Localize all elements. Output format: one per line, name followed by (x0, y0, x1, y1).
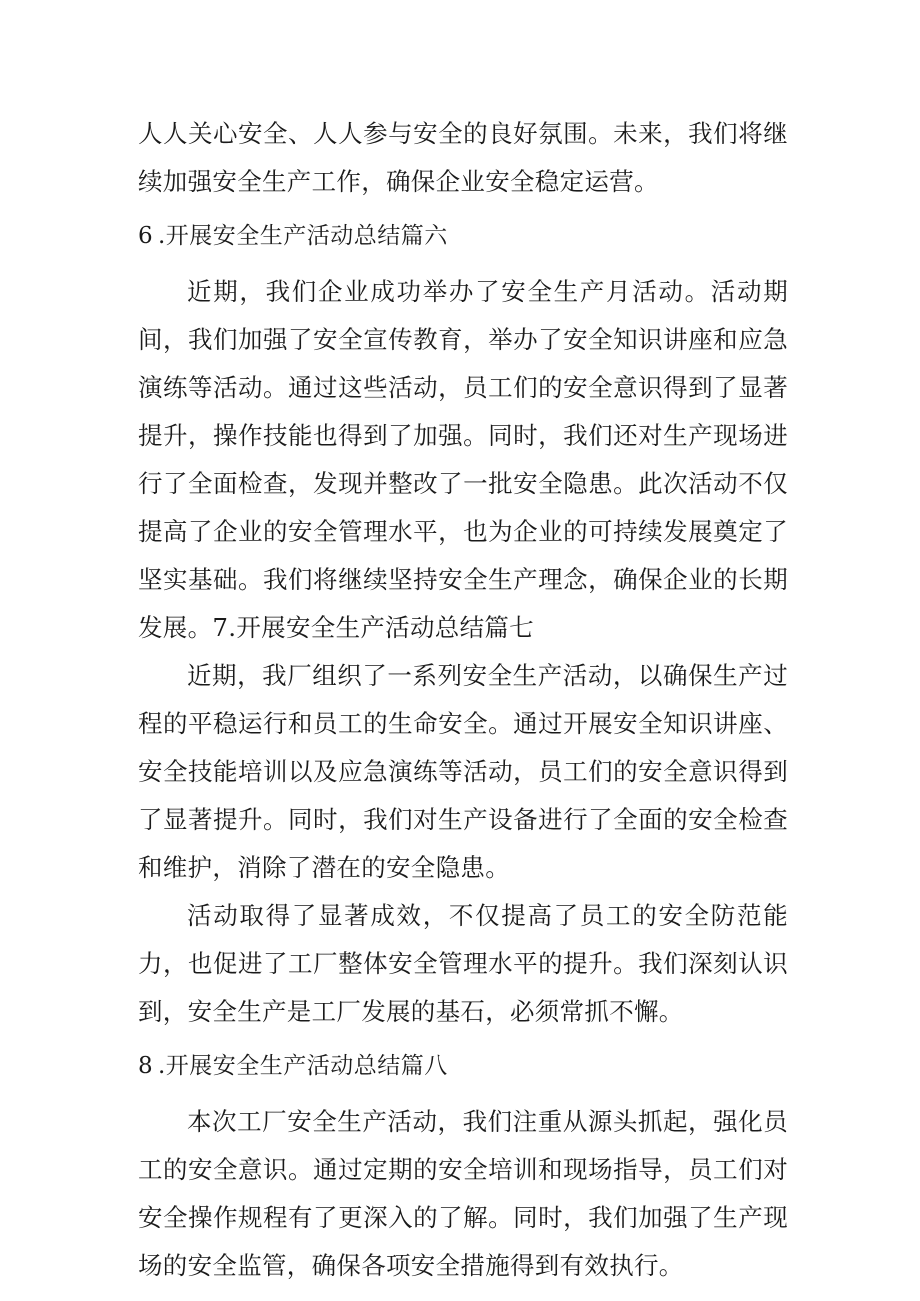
section-title: .开展安全生产活动总结篇八 (158, 1053, 448, 1079)
section-heading-8 (138, 1048, 788, 1084)
paragraph-safety-month: 近期，我们企业成功举办了安全生产月活动。活动期间，我们加强了安全宣传教育，举办了安全知识讲座和应急演练等活动。通过这些活动，员工们的安全意识得到了显著提升，操作技能也得到了加强。同时，我们还对生产现场进行了全面检查，发现并整改了一批安全隐患。此次活动不仅提高了企业的安全管理水平，也为企业的可持续发展奠定了坚实基础。我们将继续坚持安全生产理念，确保企业的长期发展。7.开展安全生产活动总结篇七 (138, 277, 788, 642)
section-number: 8 (138, 1053, 154, 1079)
section-heading-6 (138, 218, 788, 254)
section-title: .开展安全生产活动总结篇六 (158, 223, 448, 249)
paragraph-factory-activities: 近期，我厂组织了一系列安全生产活动，以确保生产过程的平稳运行和员工的生命安全。通过开展安全知识讲座、安全技能培训以及应急演练等活动，员工们的安全意识得到了显著提升。同时，我们对生产设备进行了全面的安全检查和维护，消除了潜在的安全隐患。 (138, 661, 788, 882)
paragraph-results: 活动取得了显著成效，不仅提高了员工的安全防范能力，也促进了工厂整体安全管理水平的提升。我们深刻认识到，安全生产是工厂发展的基石，必须常抓不懈。 (138, 901, 788, 1026)
document-body (138, 110, 788, 1290)
paragraph-source-control: 本次工厂安全生产活动，我们注重从源头抓起，强化员工的安全意识。通过定期的安全培训和现场指导，员工们对安全操作规程有了更深入的了解。同时，我们加强了生产现场的安全监管，确保各项安全措施得到有效执行。 (138, 1107, 788, 1280)
paragraph-continuation: 人人关心安全、人人参与安全的良好氛围。未来，我们将继续加强安全生产工作，确保企业安全稳定运营。 (138, 119, 788, 196)
section-number: 6 (138, 223, 154, 249)
